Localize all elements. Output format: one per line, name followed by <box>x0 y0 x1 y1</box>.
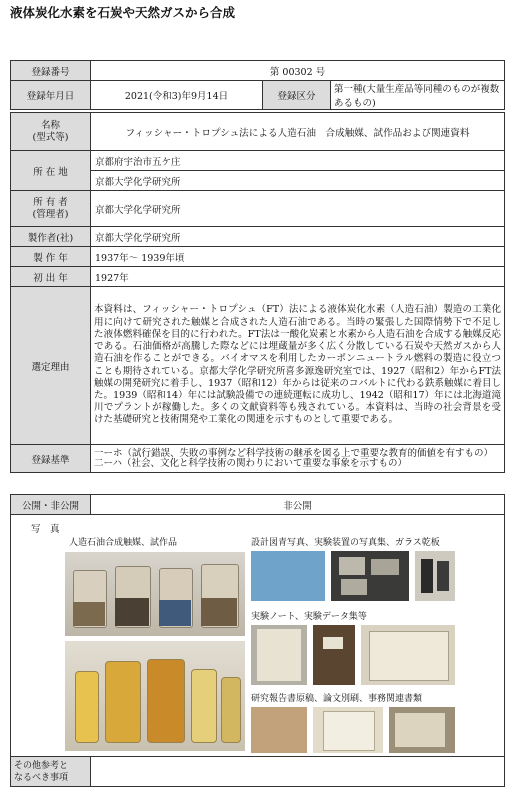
year-label: 製 作 年 <box>11 247 91 267</box>
public-value: 非公開 <box>91 495 505 515</box>
other-value <box>91 757 505 787</box>
photos-table <box>10 494 505 787</box>
reason-label: 選定理由 <box>11 287 91 445</box>
caption-reports: 研究報告書原稿、論文別刷、事務関連書類 <box>251 694 423 704</box>
photos-cell <box>11 515 505 757</box>
location-value-2: 京都大学化学研究所 <box>91 171 505 191</box>
caption-drawings: 設計図青写真、実験装置の写真集、ガラス乾板 <box>251 538 440 548</box>
office-documents-photo <box>389 707 455 753</box>
caption-notes: 実験ノート、実験データ集等 <box>251 612 367 622</box>
data-folder-photo <box>361 625 455 685</box>
photos-label: 写 真 <box>31 524 60 535</box>
name-label <box>11 113 91 151</box>
name-value: フィッシャー・トロプシュ法による人造石油 合成触媒、試作品および関連資料 <box>91 113 505 151</box>
criteria-label: 登録基準 <box>11 445 91 473</box>
report-manuscript-photo <box>251 707 307 753</box>
maker-label: 製作者(社) <box>11 227 91 247</box>
owner-label-line1: 所 有 者 <box>33 196 68 208</box>
registration-table <box>10 60 505 110</box>
reg-date-label: 登録年月日 <box>11 81 91 110</box>
criteria-item-2: 二ーハ（社会、文化と科学技術の関わりにおいて重要な事象を示すもの） <box>94 457 408 469</box>
location-value-1: 京都府宇治市五ケ庄 <box>91 151 505 171</box>
owner-label-line2: (管理者) <box>32 208 69 220</box>
other-label <box>11 757 91 787</box>
owner-value: 京都大学化学研究所 <box>91 191 505 227</box>
page-title: 液体炭化水素を石炭や天然ガスから合成 <box>10 5 236 20</box>
reg-no-label: 登録番号 <box>11 61 91 81</box>
reason-text: 本資料は、フィッシャー・トロプシュ（FT）法による液体炭化水素（人造石油）製造の工業化用に向けて研究された触媒と合成された人造石油である。当時の緊張した国際情勢下で不足した液体燃料確保を目的に行われた。FT法は一酸化炭素と水素から人造石油を合成する触媒反応である。石油価格が高騰した際などには埋蔵量が多く広く分散している石炭や天然ガスから人造石油を作ることができる。バイオマスを利用したカーボンニュートラル燃料の製造に役立つことも期待されている。京都大学化学研究所喜多源逸研究室では、1927（昭和2）年からFT法触媒の開発研究に着手し、1937（昭和12）年からは従来のコバルトに代わる鉄系触媒に着目した。1939（昭和14）年には試験設備での連続運転に成功し、1942（昭和17）年には北海道滝川でプラントが稼働した。多くの文献資料等も残されている。本資料は、当時の社会背景を受けた基礎研究と技術開発や工業化の関連を示すものとして重要である。 <box>91 287 505 445</box>
other-label-line1: その他参考と <box>14 760 69 771</box>
first-year-label: 初 出 年 <box>11 267 91 287</box>
reg-no-value: 第 00302 号 <box>91 61 505 81</box>
photo-album <box>331 551 409 601</box>
blueprint-photo <box>251 551 325 601</box>
caption-catalyst: 人造石油合成触媒、試作品 <box>69 538 178 548</box>
name-label-line1: 名称 <box>40 119 60 131</box>
owner-label <box>11 191 91 227</box>
oil-bottles-photo <box>65 641 245 751</box>
reg-class-value: 第一種(大量生産品等同種のものが複数あるもの) <box>331 81 505 110</box>
other-label-line2: なるべき事項 <box>14 772 69 783</box>
year-value: 1937年～ 1939年頃 <box>91 247 505 267</box>
location-label: 所 在 地 <box>11 151 91 191</box>
criteria-values <box>91 445 505 473</box>
maker-value: 京都大学化学研究所 <box>91 227 505 247</box>
glass-plates-photo <box>415 551 455 601</box>
catalyst-jars-photo <box>65 552 245 636</box>
reg-class-label: 登録区分 <box>263 81 331 110</box>
criteria-item-1: 一ーホ（試行錯誤、失敗の事例など科学技術の継承を図る上で重要な教育的価値を有すもの） <box>94 447 494 459</box>
first-year-value: 1927年 <box>91 267 505 287</box>
offprint-photo <box>313 707 383 753</box>
data-binder-photo <box>313 625 355 685</box>
info-table <box>10 112 505 473</box>
lab-notebook-photo <box>251 625 307 685</box>
reg-date-value: 2021(令和3)年9月14日 <box>91 81 263 110</box>
name-label-line2: (型式等) <box>32 131 69 143</box>
public-label: 公開・非公開 <box>11 495 91 515</box>
